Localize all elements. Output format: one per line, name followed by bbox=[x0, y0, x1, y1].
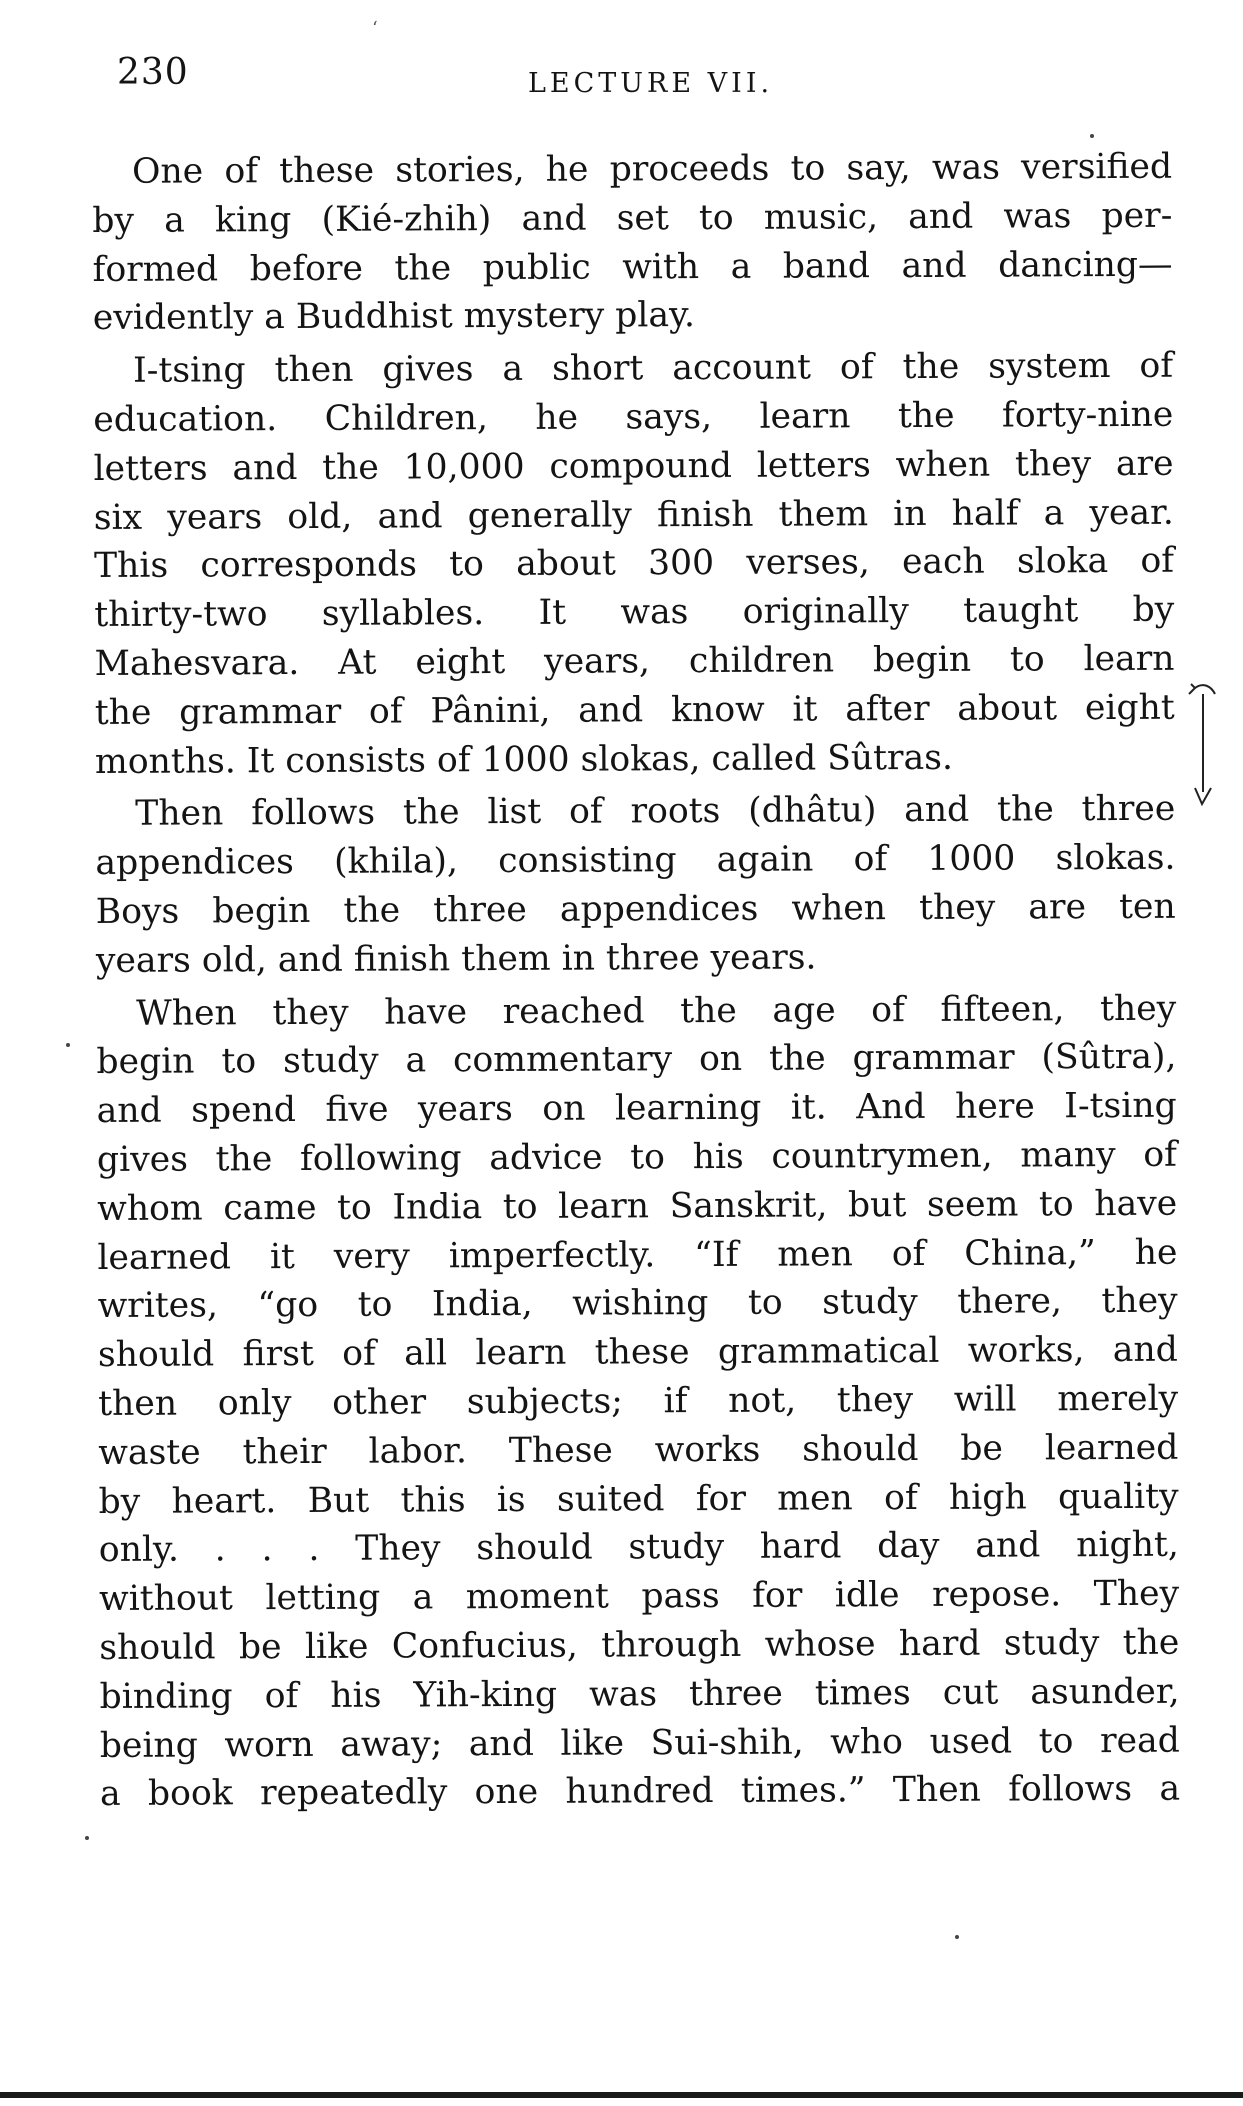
text-line: whom came to India to learn Sanskrit, but seem to have bbox=[97, 1183, 1178, 1229]
paragraph-2 bbox=[93, 342, 1175, 786]
text-line: formed before the public with a band and dancing— bbox=[92, 244, 1173, 290]
text-line: without letting a moment pass for idle repose. They bbox=[98, 1573, 1180, 1620]
text-line: a book repeatedly one hundred times.” Then follows a bbox=[99, 1768, 1181, 1815]
page-speck: ‘ bbox=[372, 18, 378, 39]
ink-speck bbox=[1090, 134, 1094, 138]
text-line: being worn away; and like Sui-shih, who used to read bbox=[99, 1720, 1180, 1766]
text-line: Then follows the list of roots (dhâtu) and the three bbox=[135, 789, 1176, 835]
text-line: should be like Confucius, through whose hard study the bbox=[99, 1622, 1180, 1668]
page-bottom-rule bbox=[0, 2092, 1243, 2098]
text-line: When they have reached the age of fifteen, they bbox=[136, 988, 1177, 1034]
text-line: gives the following advice to his countrymen, many of bbox=[96, 1134, 1178, 1180]
text-line: begin to study a commentary on the grammar (Sûtra), bbox=[96, 1037, 1177, 1083]
margin-bracket-arrow-icon bbox=[1185, 680, 1221, 810]
text-line: One of these stories, he proceeds to say, was versified bbox=[132, 146, 1173, 192]
ink-speck bbox=[955, 1935, 959, 1939]
text-line: should first of all learn these grammatical works, and bbox=[97, 1329, 1178, 1376]
text-line: by heart. But this is suited for men of high quality bbox=[98, 1476, 1179, 1522]
text-line: appendices (khila), consisting again of 1000 slokas. bbox=[95, 837, 1176, 884]
text-body bbox=[92, 143, 1180, 1819]
running-head: LECTURE VII. bbox=[528, 68, 774, 99]
text-line: writes, “go to India, wishing to study there, they bbox=[97, 1281, 1178, 1327]
ink-speck bbox=[66, 1043, 70, 1047]
text-line: and spend five years on learning it. And here I-tsing bbox=[96, 1085, 1177, 1132]
text-line: Mahesvara. At eight years, children begin to learn bbox=[94, 638, 1175, 684]
text-line: letters and the 10,000 compound letters when they are bbox=[93, 443, 1174, 489]
text-line: Boys begin the three appendices when they are ten bbox=[95, 886, 1176, 932]
text-line: months. It consists of 1000 slokas, called Sûtras. bbox=[94, 737, 953, 782]
text-line: only. . . . They should study hard day and night, bbox=[98, 1525, 1179, 1571]
text-line: I-tsing then gives a short account of the system of bbox=[132, 345, 1174, 391]
text-line: six years old, and generally finish them in half a year. bbox=[93, 492, 1174, 538]
text-line: evidently a Buddhist mystery play. bbox=[92, 295, 696, 339]
text-line: binding of his Yih-king was three times cut asunder, bbox=[99, 1671, 1180, 1717]
text-line: then only other subjects; if not, they will merely bbox=[98, 1378, 1179, 1424]
page-number: 230 bbox=[117, 52, 189, 93]
text-line: years old, and finish them in three years. bbox=[95, 937, 817, 981]
ink-speck bbox=[85, 1836, 89, 1840]
text-line: learned it very imperfectly. “If men of China,” he bbox=[97, 1232, 1178, 1278]
text-line: education. Children, he says, learn the forty-nine bbox=[93, 394, 1174, 440]
paragraph-4 bbox=[96, 984, 1180, 1819]
text-line: This corresponds to about 300 verses, each sloka of bbox=[93, 541, 1175, 587]
text-line: waste their labor. These works should be learned bbox=[98, 1427, 1179, 1473]
text-line: the grammar of Pânini, and know it after about eight bbox=[94, 687, 1175, 733]
text-line: thirty-two syllables. It was originally taught by bbox=[94, 589, 1175, 636]
paragraph-3 bbox=[95, 785, 1176, 985]
text-line: by a king (Kié-zhih) and set to music, and was per- bbox=[92, 195, 1173, 241]
paragraph-1 bbox=[92, 143, 1173, 343]
